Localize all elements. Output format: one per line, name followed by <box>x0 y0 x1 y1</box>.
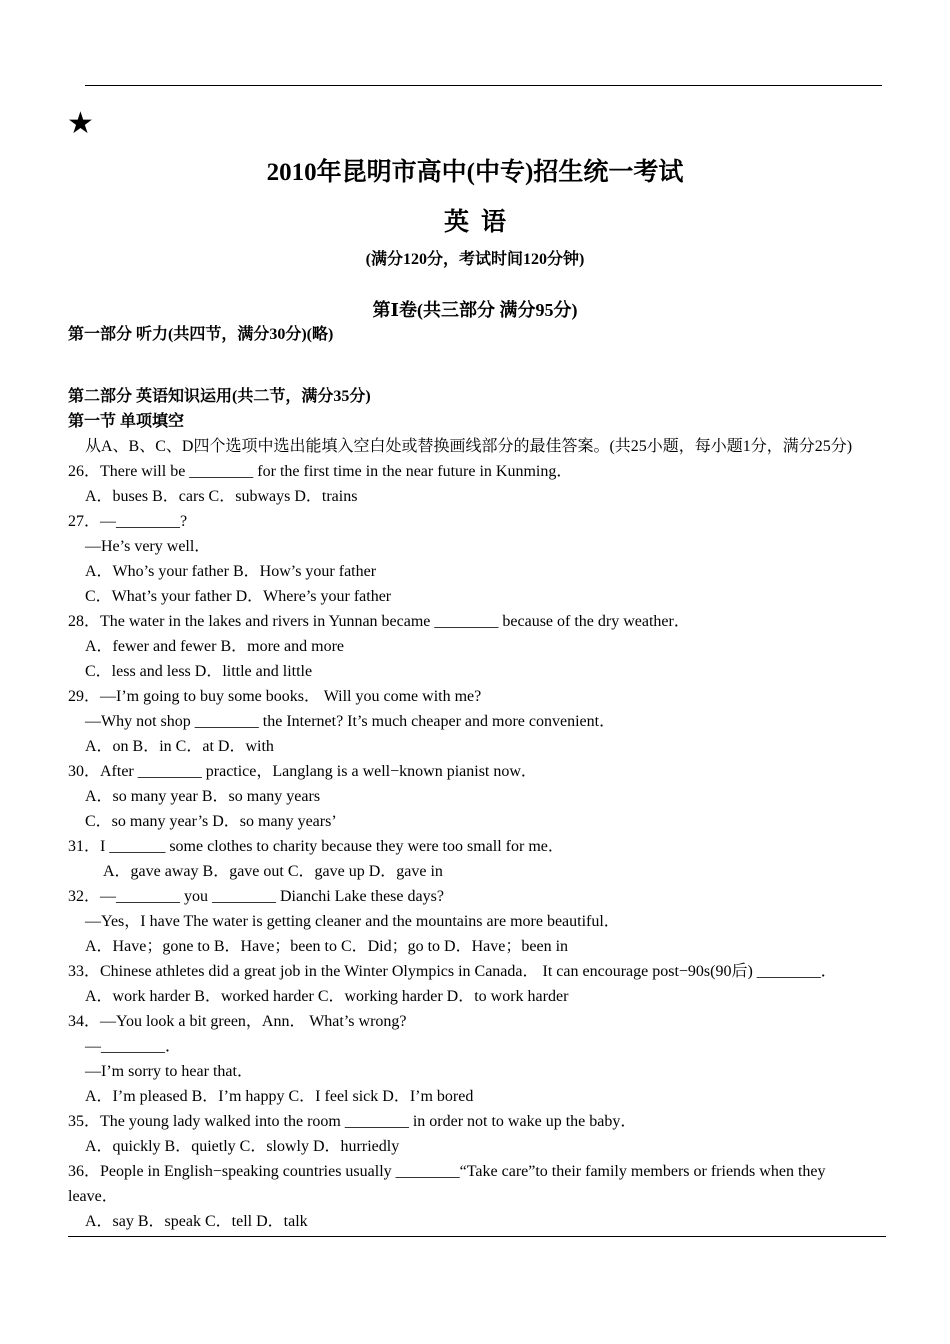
exam-title: 2010年昆明市高中(中专)招生统一考试 <box>266 159 684 186</box>
question-27: 27．—________? <box>68 513 188 530</box>
dialogue-34-b: —I’m sorry to hear that． <box>85 1063 253 1080</box>
question-28: 28．The water in the lakes and rivers in Yunnan became ________ because of the dry weather． <box>68 613 690 630</box>
question-33: 33．Chinese athletes did a great job in the Winter Olympics in Canada． It can encourage post−90s(90后) ________． <box>68 963 837 980</box>
section-one-heading: 第一节 单项填空 <box>68 413 185 430</box>
question-26: 26．There will be ________ for the first time in the near future in Kunming． <box>68 463 573 480</box>
options-33: A．work harder B．worked harder C．working harder D．to work harder <box>85 988 569 1005</box>
options-28-cd: C．less and less D．little and little <box>85 663 313 680</box>
options-36: A．say B．speak C．tell D．talk <box>85 1213 308 1230</box>
options-34: A．I’m pleased B．I’m happy C．I feel sick D．I’m bored <box>85 1088 474 1105</box>
exam-body <box>68 322 886 1234</box>
question-36-cont: leave． <box>68 1188 118 1205</box>
dialogue-27: —He’s very well． <box>85 538 211 555</box>
subject-title: 英语 <box>443 209 518 236</box>
dialogue-29: —Why not shop ________ the Internet? It’s much cheaper and more convenient． <box>85 713 616 730</box>
options-30-cd: C．so many year’s D．so many years’ <box>85 813 337 830</box>
question-29: 29．—I’m going to buy some books． Will you come with me? <box>68 688 482 705</box>
instructions: 从A、B、C、D四个选项中选出能填入空白处或替换画线部分的最佳答案。(共25小题，每小题1分，满分25分) <box>85 438 853 455</box>
star-icon: ★ <box>67 106 94 141</box>
volume-heading: 第Ⅰ卷(共三部分 满分95分) <box>372 300 578 320</box>
options-27-ab: A．Who’s your father B．How’s your father <box>85 563 377 580</box>
question-35: 35．The young lady walked into the room ________ in order not to wake up the baby． <box>68 1113 637 1130</box>
question-30: 30．After ________ practice，Langlang is a well−known pianist now． <box>68 763 537 780</box>
bottom-rule <box>68 1236 886 1237</box>
options-30-ab: A．so many year B．so many years <box>85 788 321 805</box>
options-26: A．buses B．cars C．subways D．trains <box>85 488 358 505</box>
options-35: A．quickly B．quietly C．slowly D．hurriedly <box>85 1138 400 1155</box>
options-32: A．Have；gone to B．Have；been to C．Did；go to D．Have；been in <box>85 938 569 955</box>
dialogue-32: —Yes，I have The water is getting cleaner and the mountains are more beautiful． <box>85 913 620 930</box>
question-34: 34．—You look a bit green，Ann． What’s wrong? <box>68 1013 407 1030</box>
part-two-heading: 第二部分 英语知识运用(共二节，满分35分) <box>68 388 371 405</box>
question-32: 32．—________ you ________ Dianchi Lake these days? <box>68 888 444 905</box>
part-one-heading: 第一部分 听力(共四节，满分30分)(略) <box>68 326 334 343</box>
score-note: (满分120分，考试时间120分钟) <box>365 251 585 268</box>
options-28-ab: A．fewer and fewer B．more and more <box>85 638 345 655</box>
options-29: A．on B．in C．at D．with <box>85 738 274 755</box>
question-36: 36．People in English−speaking countries usually ________“Take care”to their family members or friends when they <box>68 1163 826 1180</box>
options-27-cd: C．What’s your father D．Where’s your father <box>85 588 392 605</box>
options-31: A．gave away B．gave out C．gave up D．gave in <box>103 863 443 880</box>
question-31: 31．I _______ some clothes to charity because they were too small for me． <box>68 838 564 855</box>
top-rule <box>85 85 882 86</box>
dialogue-34-a: —________． <box>85 1038 182 1055</box>
